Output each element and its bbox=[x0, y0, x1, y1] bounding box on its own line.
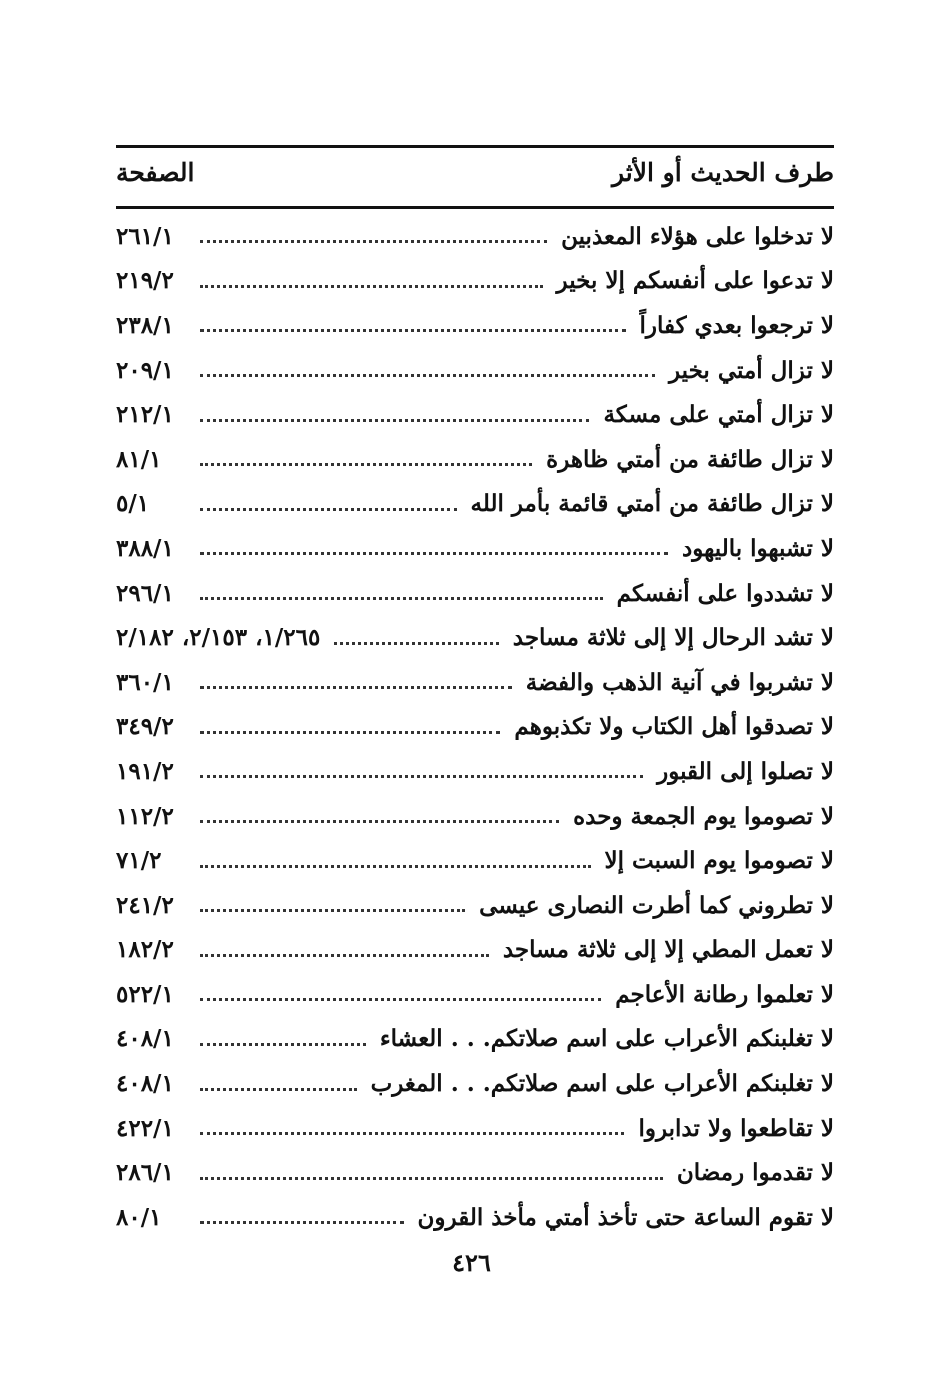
hadith-text: لا تعلموا رطانة الأعاجم bbox=[615, 980, 834, 1008]
hadith-index-list bbox=[116, 214, 834, 1240]
dot-leader bbox=[200, 1160, 663, 1186]
hadith-text: لا تغلبنكم الأعراب على اسم صلاتكم. . . المغرب bbox=[370, 1070, 834, 1098]
dot-leader bbox=[200, 312, 626, 338]
dot-leader bbox=[200, 1026, 366, 1052]
hadith-text: لا تشد الرحال إلا إلى ثلاثة مساجد bbox=[512, 624, 834, 652]
page-reference: ٨١/١ bbox=[116, 445, 162, 473]
dot-leader bbox=[200, 223, 547, 249]
hadith-text: لا تزال طائفة من أمتي ظاهرة bbox=[546, 445, 834, 473]
page-reference: ٤٢٢/١ bbox=[116, 1114, 174, 1142]
index-entry bbox=[116, 571, 834, 616]
page-reference: ٢٩٦/١ bbox=[116, 579, 174, 607]
hadith-text: لا تشددوا على أنفسكم bbox=[616, 579, 834, 607]
hadith-text: لا تزال طائفة من أمتي قائمة بأمر الله bbox=[470, 490, 834, 518]
page-reference: ٤٠٨/١ bbox=[116, 1025, 174, 1053]
index-entry bbox=[116, 928, 834, 973]
page-column-header: الصفحة bbox=[116, 158, 195, 187]
page-reference: ١٩١/٢ bbox=[116, 757, 174, 785]
hadith-text: لا ترجعوا بعدي كفاراً bbox=[639, 311, 834, 339]
dot-leader bbox=[200, 981, 601, 1007]
dot-leader bbox=[200, 937, 489, 963]
table-header bbox=[116, 152, 834, 198]
page-reference: ٣٤٩/٢ bbox=[116, 713, 174, 741]
page-reference: ٤٠٨/١ bbox=[116, 1070, 174, 1098]
dot-leader bbox=[200, 580, 603, 606]
page-reference: ٥٢٢/١ bbox=[116, 980, 174, 1008]
dot-leader bbox=[200, 758, 643, 784]
index-entry bbox=[116, 660, 834, 705]
hadith-text: لا تقدموا رمضان bbox=[676, 1159, 834, 1187]
dot-leader bbox=[200, 357, 655, 383]
dot-leader bbox=[200, 714, 500, 740]
index-entry bbox=[116, 437, 834, 482]
index-entry bbox=[116, 214, 834, 259]
index-entry bbox=[116, 1061, 834, 1106]
hadith-text: لا تغلبنكم الأعراب على اسم صلاتكم. . . العشاء bbox=[379, 1025, 834, 1053]
page-reference: ٣٦٠/١ bbox=[116, 668, 174, 696]
hadith-text: لا تشربوا في آنية الذهب والفضة bbox=[525, 668, 834, 696]
dot-leader bbox=[200, 268, 543, 294]
dot-leader bbox=[200, 446, 532, 472]
index-entry bbox=[116, 883, 834, 928]
dot-leader bbox=[200, 535, 668, 561]
page-reference: ٢١٩/٢ bbox=[116, 267, 174, 295]
page-reference: ٢٣٨/١ bbox=[116, 311, 174, 339]
page-reference: ٢٦١/١ bbox=[116, 222, 174, 250]
page-reference: ٢٠٩/١ bbox=[116, 356, 174, 384]
index-entry bbox=[116, 392, 834, 437]
hadith-text: لا تصوموا يوم السبت إلا bbox=[604, 847, 834, 875]
hadith-text: لا تصدقوا أهل الكتاب ولا تكذبوهم bbox=[514, 713, 834, 741]
hadith-text: لا تقوم الساعة حتى تأخذ أمتي مأخذ القرون bbox=[417, 1203, 834, 1231]
page-number: ٤٢٦ bbox=[452, 1248, 491, 1277]
hadith-text: لا تزال أمتي على مسكة bbox=[603, 401, 834, 429]
hadith-text: لا تزال أمتي بخير bbox=[668, 356, 834, 384]
index-entry bbox=[116, 348, 834, 393]
hadith-text: لا تعمل المطي إلا إلى ثلاثة مساجد bbox=[502, 936, 834, 964]
dot-leader bbox=[200, 892, 465, 918]
page-reference: ٢١٢/١ bbox=[116, 401, 174, 429]
page-reference: ١/٢٦٥، ٢/١٥٣، ٢/١٨٢ bbox=[116, 624, 321, 652]
dot-leader bbox=[200, 1071, 357, 1097]
index-entry bbox=[116, 794, 834, 839]
dot-leader bbox=[200, 491, 457, 517]
index-entry bbox=[116, 838, 834, 883]
top-rule bbox=[116, 145, 834, 148]
index-entry bbox=[116, 705, 834, 750]
index-entry bbox=[116, 526, 834, 571]
hadith-text: لا تطروني كما أطرت النصارى عيسى bbox=[479, 891, 834, 919]
dot-leader bbox=[200, 669, 512, 695]
index-entry bbox=[116, 303, 834, 348]
index-entry bbox=[116, 1195, 834, 1240]
page-reference: ٨٠/١ bbox=[116, 1203, 162, 1231]
dot-leader bbox=[200, 803, 559, 829]
hadith-text: لا تشبهوا باليهود bbox=[682, 534, 834, 562]
hadith-column-header: طرف الحديث أو الأثر bbox=[611, 158, 834, 187]
dot-leader bbox=[334, 625, 498, 651]
dot-leader bbox=[200, 1204, 404, 1230]
dot-leader bbox=[200, 1115, 624, 1141]
hadith-text: لا تصلوا إلى القبور bbox=[657, 757, 834, 785]
index-entry bbox=[116, 972, 834, 1017]
hadith-text: لا تدخلوا على هؤلاء المعذبين bbox=[561, 222, 834, 250]
header-rule bbox=[116, 206, 834, 209]
page-reference: ٣٨٨/١ bbox=[116, 534, 174, 562]
index-entry bbox=[116, 615, 834, 660]
dot-leader bbox=[200, 848, 591, 874]
page-reference: ١١٢/٢ bbox=[116, 802, 174, 830]
page-reference: ١٨٢/٢ bbox=[116, 936, 174, 964]
index-entry bbox=[116, 259, 834, 304]
page-reference: ٧١/٢ bbox=[116, 847, 162, 875]
hadith-text: لا تدعوا على أنفسكم إلا بخير bbox=[556, 267, 834, 295]
hadith-text: لا تقاطعوا ولا تدابروا bbox=[638, 1114, 834, 1142]
index-entry bbox=[116, 1106, 834, 1151]
dot-leader bbox=[200, 402, 589, 428]
hadith-text: لا تصوموا يوم الجمعة وحده bbox=[573, 802, 834, 830]
page-reference: ٢٨٦/١ bbox=[116, 1159, 174, 1187]
index-entry bbox=[116, 749, 834, 794]
index-entry bbox=[116, 482, 834, 527]
page-reference: ٢٤١/٢ bbox=[116, 891, 174, 919]
page-reference: ٥/١ bbox=[116, 490, 150, 518]
index-entry bbox=[116, 1017, 834, 1062]
index-entry bbox=[116, 1150, 834, 1195]
